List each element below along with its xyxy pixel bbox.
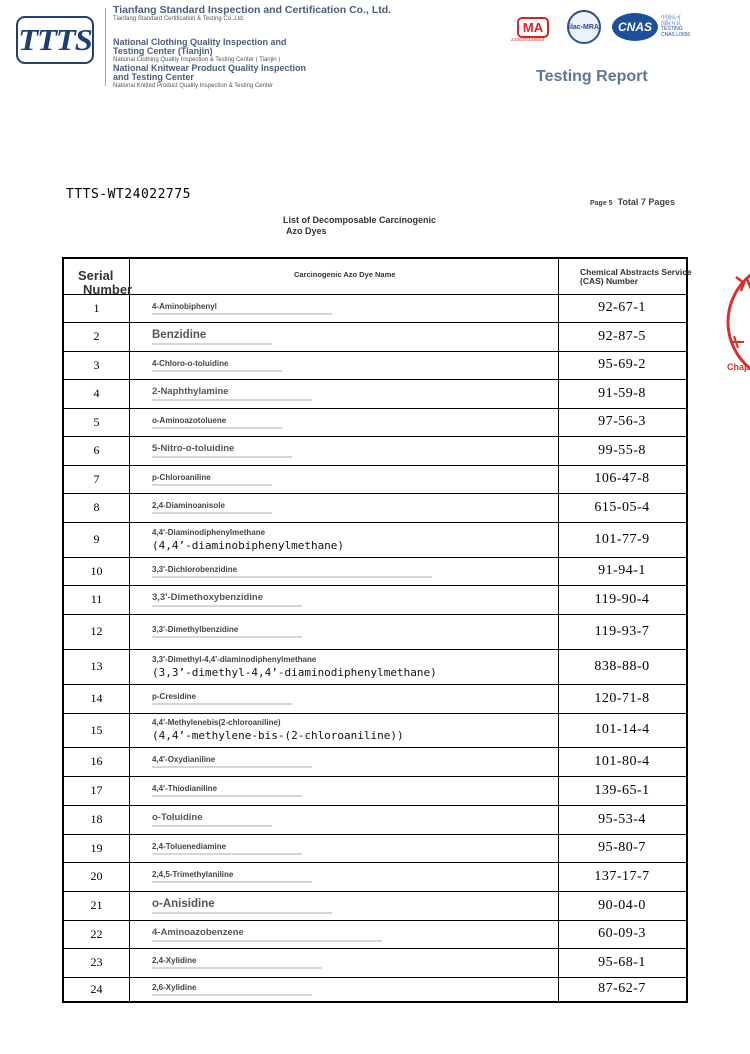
dye-name-cell (152, 465, 546, 493)
serial-cell: 13 (90, 659, 103, 673)
list-title-line-2: Azo Dyes (286, 225, 327, 236)
serial-cell: 24 (90, 981, 103, 996)
cnas-mark (612, 12, 700, 42)
table-row (64, 834, 686, 863)
serial-cell: 11 (90, 592, 103, 606)
dye-name: 4,4'-Oxydianiline (152, 755, 216, 764)
dye-name-cell (152, 351, 546, 379)
serial-cell: 2 (93, 329, 100, 343)
serial-cell: 6 (93, 443, 100, 457)
org-line-1 (113, 5, 391, 22)
serial-header-line-1: Serial (78, 268, 114, 283)
dye-name-cell (152, 614, 546, 649)
dye-name-cell (152, 294, 546, 322)
dye-name-cell (152, 747, 546, 776)
table-header (64, 259, 692, 297)
ilac-mra-icon: ilac-MRA (567, 10, 601, 44)
org-line-2 (113, 38, 313, 63)
name-underline (152, 456, 292, 458)
cnas-small-line: 中国认可 (661, 15, 682, 21)
name-underline (152, 484, 272, 486)
dye-name: 4-Chloro-o-toluidine (152, 358, 229, 368)
cnas-small-line: 国际互认 (661, 20, 682, 27)
cas-number-cell: 119-93-7 (594, 623, 650, 639)
dye-name-alternate: (4,4’-methylene-bis-(2-chloroaniline)) (152, 729, 404, 742)
cas-number-cell: 120-71-8 (594, 690, 650, 706)
table-row (64, 294, 686, 323)
dye-name: o-Aminoazotoluene (152, 415, 227, 425)
cas-number-cell: 97-56-3 (598, 414, 646, 429)
name-header: Carcinogenic Azo Dye Name (294, 270, 396, 279)
table-row (64, 351, 686, 380)
name-underline (152, 703, 292, 705)
name-underline (152, 853, 302, 855)
dye-name-cell (152, 920, 546, 948)
dye-name-cell (152, 862, 546, 891)
cas-number-cell: 92-87-5 (598, 328, 646, 344)
cas-number-cell: 119-90-4 (594, 591, 650, 607)
dye-name: 4-Aminobiphenyl (152, 301, 217, 311)
dye-name-cell (152, 585, 546, 614)
name-underline (152, 399, 312, 401)
name-underline (152, 605, 302, 607)
cas-number-cell: 838-88-0 (594, 658, 650, 674)
name-underline (152, 766, 312, 768)
list-title (283, 215, 436, 237)
dye-name-cell (152, 408, 546, 436)
serial-cell: 20 (90, 869, 103, 883)
table-row (64, 977, 686, 1001)
table-row (64, 436, 686, 466)
ttts-logo (16, 16, 94, 64)
dye-name: 4-Aminoazobenzene (152, 926, 244, 938)
table-row (64, 379, 686, 409)
name-underline (152, 512, 272, 514)
page-info (590, 197, 675, 207)
cas-number-cell: 101-77-9 (594, 531, 650, 547)
name-underline (152, 967, 322, 969)
dye-name-alternate: (3,3’-dimethyl-4,4’-diaminodiphenylmethane) (152, 665, 437, 679)
cas-header (580, 268, 692, 286)
serial-cell: 3 (93, 357, 100, 372)
cas-number-cell: 615-05-4 (594, 499, 650, 515)
dye-name-cell (152, 891, 546, 920)
name-underline (152, 881, 312, 883)
dye-name: 2-Naphthylamine (152, 386, 229, 397)
org-2-name: National Clothing Quality Inspection and Testing Center (Tianjin) (113, 37, 287, 57)
dye-name: 5-Nitro-o-toluidine (152, 443, 235, 454)
cas-number-cell: 95-53-4 (598, 811, 646, 827)
cas-number-cell: 106-47-8 (594, 471, 650, 486)
dye-name: 3,3'-Dimethyl-4,4'-diaminodiphenylmethane (152, 654, 317, 664)
report-title: Testing Report (536, 68, 648, 85)
dye-name-cell (152, 557, 546, 585)
report-number: TTTS-WT24022775 (66, 187, 191, 202)
dye-name: 2,4-Toluenediamine (152, 841, 227, 851)
cas-number-cell: 137-17-7 (594, 868, 650, 884)
serial-header-line-2: Number (83, 281, 133, 297)
table-row (64, 322, 686, 352)
cnas-small-line: CNAS L0656 (661, 31, 691, 38)
serial-cell: 12 (90, 624, 103, 638)
dye-name: 2,6-Xylidine (152, 982, 197, 992)
name-underline (152, 343, 272, 345)
serial-cell: 5 (93, 414, 100, 429)
serial-cell: 19 (90, 840, 103, 855)
cma-number: 230020349666 (511, 37, 545, 42)
dye-name-cell (152, 834, 546, 862)
ilac-mra-mark (564, 12, 604, 42)
cma-logo-icon: MA (517, 17, 549, 38)
table-row (64, 920, 686, 949)
name-underline (152, 370, 282, 372)
serial-cell: 23 (90, 955, 103, 969)
serial-cell: 7 (93, 471, 100, 486)
name-underline (152, 994, 312, 996)
name-underline (152, 940, 382, 942)
dye-name-cell (152, 684, 546, 713)
dye-name-cell (152, 436, 546, 465)
table-row (64, 522, 686, 558)
name-underline (152, 313, 332, 315)
name-underline (152, 825, 272, 827)
cnas-small-line: TESTING (661, 26, 683, 32)
serial-cell: 4 (93, 386, 100, 400)
cas-number-cell: 87-62-7 (598, 981, 646, 996)
serial-cell: 1 (93, 300, 100, 315)
dye-name: 3,3'-Dimethylbenzidine (152, 625, 239, 634)
org-2-subname: National Clothing Quality Inspection & Testing Center ( Tianjin ) (113, 56, 281, 63)
dye-name: p-Cresidine (152, 692, 197, 701)
dye-name: o-Anisidine (152, 897, 215, 910)
cma-mark (510, 12, 556, 42)
dye-name-cell (152, 522, 546, 557)
serial-cell: 15 (90, 722, 103, 737)
cas-number-cell: 139-65-1 (594, 782, 650, 798)
org-line-3 (113, 64, 313, 89)
table-row (64, 948, 686, 978)
cas-number-cell: 91-59-8 (598, 385, 646, 401)
cas-header-line-1: Chemical Abstracts Service (580, 267, 692, 277)
serial-cell: 21 (90, 898, 103, 912)
table-row (64, 585, 686, 615)
dye-name-cell (152, 713, 546, 747)
azo-dye-table (62, 257, 692, 1003)
logo-text: TTTS (18, 22, 92, 57)
dye-name-cell (152, 379, 546, 408)
dye-name: 3,3'-Dichlorobenzidine (152, 564, 238, 574)
dye-name: 4,4'-Thiodianiline (152, 784, 218, 793)
table-row (64, 557, 686, 586)
cnas-logo-icon: CNAS (612, 13, 658, 41)
header-divider (105, 8, 106, 86)
dye-name-alternate: (4,4’-diaminobiphenylmethane) (152, 538, 345, 552)
dye-name-cell (152, 776, 546, 805)
dye-name: 4,4'-Diaminodiphenylmethane (152, 527, 266, 537)
cas-number-cell: 92-67-1 (598, 300, 646, 315)
cas-number-cell: 60-09-3 (598, 926, 646, 941)
dye-name: 2,4,5-Trimethylaniline (152, 870, 234, 879)
stamp-text: Chap (727, 362, 750, 372)
table-row (64, 776, 686, 806)
cas-number-cell: 95-68-1 (598, 954, 646, 970)
dye-name-cell (152, 977, 546, 1001)
dye-name: p-Chloroaniline (152, 472, 211, 482)
dye-name: o-Toluidine (152, 812, 203, 823)
table-row (64, 891, 686, 921)
table-row (64, 649, 686, 685)
cas-number-cell: 90-04-0 (598, 897, 646, 913)
table-row (64, 614, 686, 650)
table-row (64, 684, 686, 714)
total-pages: Total 7 Pages (617, 197, 675, 207)
cas-number-cell: 101-80-4 (594, 753, 650, 769)
org-3-name: National Knitwear Product Quality Inspection and Testing Center (113, 63, 307, 83)
list-title-line-1: List of Decomposable Carcinogenic (283, 215, 437, 225)
dye-name-cell (152, 948, 546, 977)
dye-name-cell (152, 322, 546, 351)
dye-name-cell (152, 493, 546, 522)
dye-name: Benzidine (152, 328, 207, 341)
serial-cell: 16 (90, 754, 103, 768)
cnas-small-text (661, 16, 690, 38)
cas-number-cell: 95-69-2 (598, 357, 646, 372)
dye-name: 2,4-Diaminoanisole (152, 501, 225, 510)
name-underline (152, 795, 302, 797)
serial-cell: 10 (90, 563, 103, 578)
serial-cell: 22 (90, 926, 103, 941)
name-underline (152, 576, 432, 578)
serial-cell: 18 (90, 812, 103, 826)
org-1-name: Tianfang Standard Inspection and Certification Co., Ltd. (113, 4, 392, 16)
table-row (64, 862, 686, 892)
table-row (64, 493, 686, 523)
table-row (64, 408, 686, 437)
cas-number-cell: 95-80-7 (598, 840, 646, 855)
serial-header (78, 269, 132, 296)
name-underline (152, 427, 282, 429)
cas-number-cell: 101-14-4 (594, 722, 650, 737)
serial-cell: 17 (90, 783, 103, 797)
dye-name: 4,4'-Methylenebis(2-chloroaniline) (152, 718, 281, 727)
cas-number-cell: 99-55-8 (598, 442, 646, 458)
cas-header-line-2: (CAS) Number (580, 275, 639, 286)
name-underline (152, 636, 302, 638)
org-3-subname: National Knitted Product Quality Inspection & Testing Center (113, 82, 273, 89)
name-underline (152, 912, 332, 914)
dye-name: 2,4-Xylidine (152, 956, 197, 965)
table-row (64, 713, 686, 748)
org-1-subname: Tianfang Standard Certification & Testing Co.,Ltd. (113, 16, 245, 23)
official-stamp-icon (726, 252, 750, 392)
serial-cell: 8 (93, 500, 100, 514)
cas-number-cell: 91-94-1 (598, 563, 646, 578)
page-label: Page 5 (590, 200, 613, 207)
table-row (64, 747, 686, 777)
dye-name-cell (152, 649, 546, 684)
serial-cell: 9 (93, 532, 100, 546)
table-row (64, 805, 686, 835)
dye-name-cell (152, 805, 546, 834)
table-row (64, 465, 686, 494)
dye-name: 3,3'-Dimethoxybenzidine (152, 592, 264, 603)
serial-cell: 14 (90, 691, 103, 705)
